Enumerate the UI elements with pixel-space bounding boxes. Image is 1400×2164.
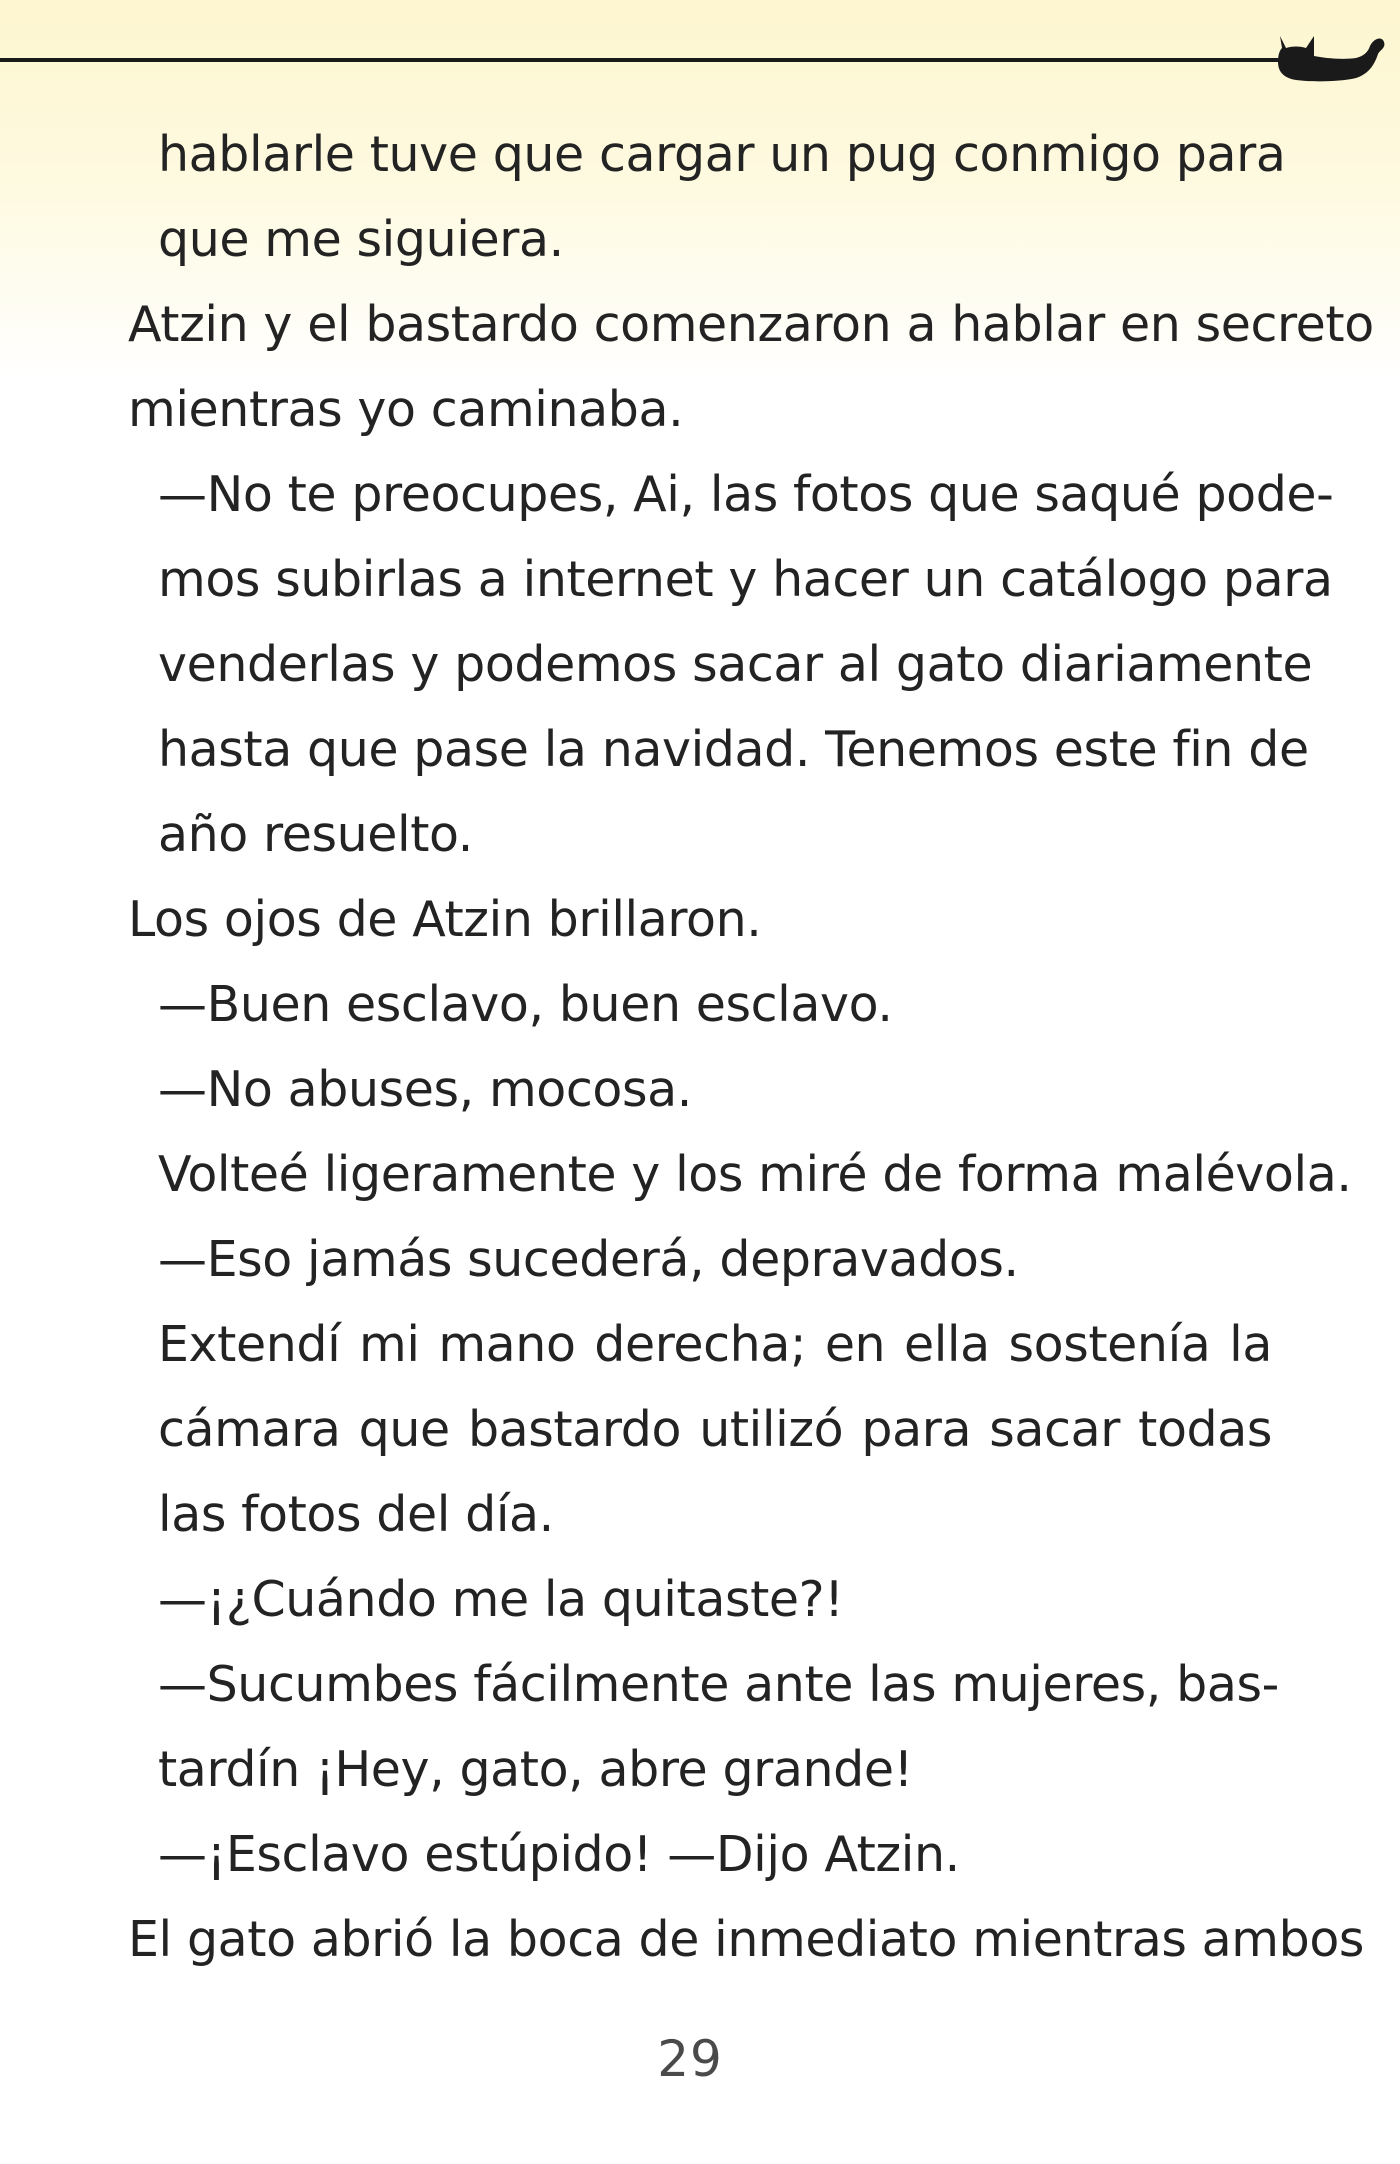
cat-silhouette-icon bbox=[1270, 22, 1388, 88]
text-line: hablarle tuve que cargar un pug conmigo para bbox=[158, 126, 1286, 183]
text-line: hasta que pase la navidad. Tenemos este fin de bbox=[158, 721, 1309, 778]
text-line: Extendí mi mano derecha; en ella sostenía la bbox=[158, 1316, 1272, 1373]
text-line: —Buen esclavo, buen esclavo. bbox=[158, 976, 893, 1033]
header-rule bbox=[0, 58, 1290, 62]
page-number: 29 bbox=[657, 2030, 723, 2088]
text-line: —Eso jamás sucederá, depravados. bbox=[158, 1231, 1019, 1288]
text-line: —No te preocupes, Ai, las fotos que saqué pode- bbox=[158, 466, 1334, 523]
text-line: las fotos del día. bbox=[158, 1486, 554, 1543]
text-line: —¡¿Cuándo me la quitaste?! bbox=[158, 1571, 844, 1628]
text-line: año resuelto. bbox=[158, 806, 473, 863]
text-line: que me siguiera. bbox=[158, 211, 564, 268]
text-line: venderlas y podemos sacar al gato diariamente bbox=[158, 636, 1313, 693]
text-line: Los ojos de Atzin brillaron. bbox=[128, 891, 762, 948]
text-line: —Sucumbes fácilmente ante las mujeres, bas- bbox=[158, 1656, 1279, 1713]
text-line: mientras yo caminaba. bbox=[128, 381, 684, 438]
text-line: —¡Esclavo estúpido! —Dijo Atzin. bbox=[158, 1826, 960, 1883]
text-line: Atzin y el bastardo comenzaron a hablar en secreto bbox=[128, 296, 1374, 353]
text-line: mos subirlas a internet y hacer un catálogo para bbox=[158, 551, 1333, 608]
text-line: cámara que bastardo utilizó para sacar todas bbox=[158, 1401, 1272, 1458]
text-line: —No abuses, mocosa. bbox=[158, 1061, 692, 1118]
text-line: El gato abrió la boca de inmediato mientras ambos bbox=[128, 1911, 1365, 1968]
text-line: tardín ¡Hey, gato, abre grande! bbox=[158, 1741, 913, 1798]
text-line: Volteé ligeramente y los miré de forma malévola. bbox=[158, 1146, 1352, 1203]
